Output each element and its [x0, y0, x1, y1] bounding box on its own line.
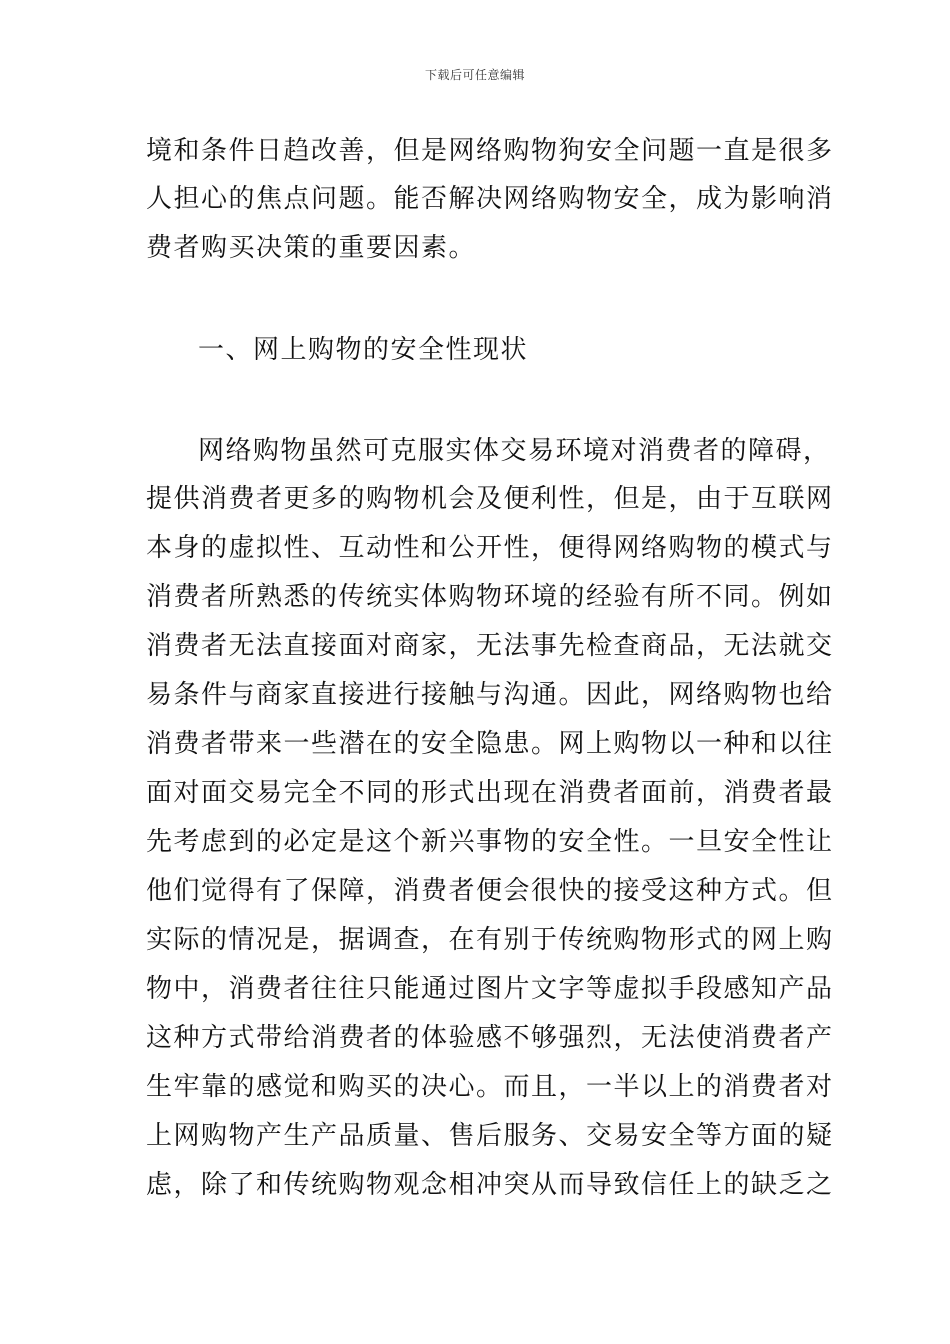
paragraph-line: 人担心的焦点问题。能否解决网络购物安全，成为影响消: [146, 184, 834, 214]
paragraph-line: 消费者无法直接面对商家，无法事先检查商品，无法就交: [146, 631, 834, 661]
paragraph-line: 消费者带来一些潜在的安全隐患。网上购物以一种和以往: [146, 729, 834, 759]
paragraph-line: 这种方式带给消费者的体验感不够强烈，无法使消费者产: [146, 1023, 834, 1053]
paragraph-line: 上网购物产生产品质量、售后服务、交易安全等方面的疑: [146, 1121, 834, 1151]
paragraph-line: 实际的情况是，据调查，在有别于传统购物形式的网上购: [146, 925, 834, 955]
paragraph-line: 本身的虚拟性、互动性和公开性，便得网络购物的模式与: [146, 533, 834, 563]
paragraph-line: 境和条件日趋改善，但是网络购物狗安全问题一直是很多: [146, 136, 834, 166]
header-note: 下载后可任意编辑: [424, 68, 525, 82]
paragraph-line: 他们觉得有了保障，消费者便会很快的接受这种方式。但: [146, 876, 834, 906]
paragraph-line: 先考虑到的必定是这个新兴事物的安全性。一旦安全性让: [146, 827, 834, 857]
paragraph-line: 消费者所熟悉的传统实体购物环境的经验有所不同。例如: [146, 582, 834, 612]
paragraph-line: 物中，消费者往往只能通过图片文字等虚拟手段感知产品: [146, 974, 834, 1004]
paragraph-line: 生牢靠的感觉和购买的决心。而且，一半以上的消费者对: [146, 1072, 834, 1102]
paragraph-line: 费者购买决策的重要因素。: [146, 233, 477, 263]
paragraph-line: 网络购物虽然可克服实体交易环境对消费者的障碍，: [198, 436, 831, 466]
section-heading: 一、网上购物的安全性现状: [198, 335, 529, 365]
paragraph-line: 虑，除了和传统购物观念相冲突从而导致信任上的缺乏之: [146, 1170, 834, 1200]
paragraph-line: 面对面交易完全不同的形式出现在消费者面前，消费者最: [146, 778, 834, 808]
paragraph-line: 提供消费者更多的购物机会及便利性，但是，由于互联网: [146, 484, 834, 514]
paragraph-line: 易条件与商家直接进行接触与沟通。因此，网络购物也给: [146, 680, 834, 710]
